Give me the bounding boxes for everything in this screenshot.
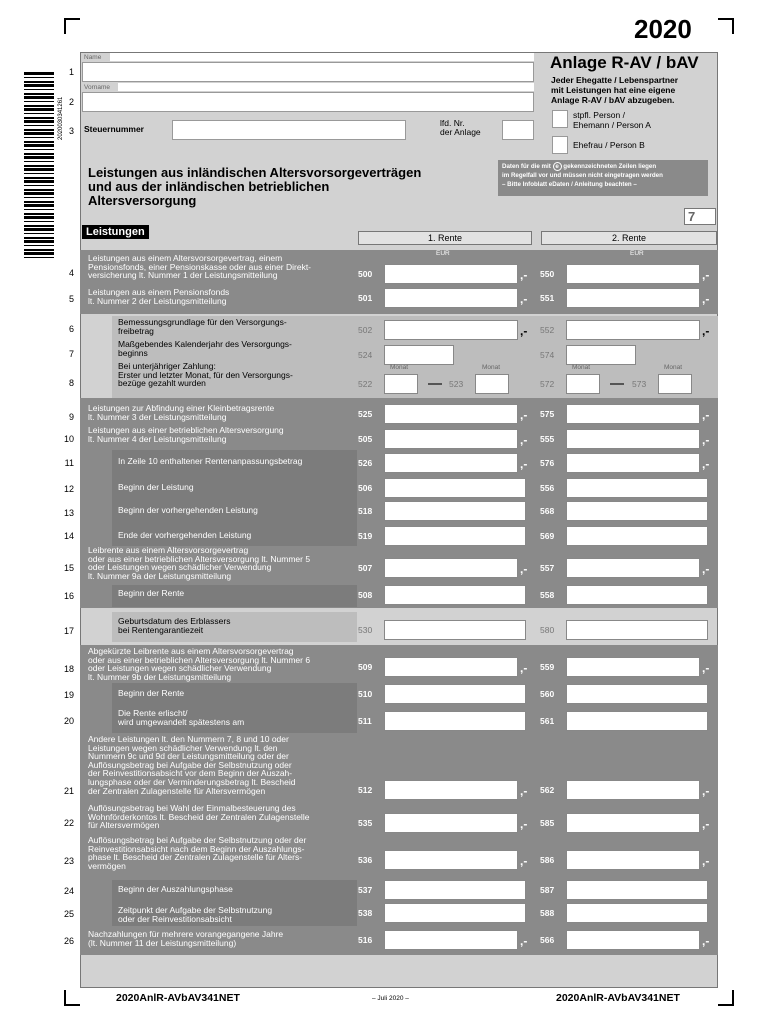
person-b-checkbox[interactable]	[552, 136, 568, 154]
cents-dash-1: ,-	[520, 292, 528, 306]
field-code-2: 552	[540, 325, 555, 335]
row-label-line: Nummern 9c und 9d der Leistungsmitteilung oder der	[88, 751, 289, 762]
line-number: 21	[63, 786, 74, 796]
field-code-1: 510	[358, 689, 373, 699]
field-code-1: 536	[358, 855, 373, 865]
row-label	[88, 930, 358, 947]
column-header-1: 1. Rente	[358, 231, 532, 245]
amount-input-1[interactable]	[384, 558, 518, 578]
field-code-2: 556	[540, 483, 555, 493]
row-label	[118, 318, 388, 335]
row-label-line: lt. Nummer 4 der Leistungsmitteilung	[88, 433, 227, 444]
amount-input-2[interactable]	[566, 478, 708, 498]
page-number-box	[684, 208, 716, 225]
amount-input-2[interactable]	[566, 903, 708, 923]
row-label-line: beginns	[118, 347, 148, 358]
form-title: Anlage R-AV / bAV	[550, 53, 699, 72]
field-code-1: 516	[358, 935, 373, 945]
row-label-line: bezüge gezahlt wurden	[118, 378, 206, 389]
field-code-2b: 573	[632, 379, 647, 389]
amount-input-2[interactable]	[566, 320, 700, 340]
form-year: 2020	[634, 14, 692, 44]
row-label-line: Beginn der Rente	[118, 688, 185, 698]
field-code-1: 509	[358, 662, 373, 672]
row-label-line: Bemessungsgrundlage für den Versorgungs-	[118, 317, 287, 327]
row-label	[118, 531, 388, 540]
field-code-1: 501	[358, 293, 373, 303]
cents-dash-1: ,-	[520, 661, 528, 675]
row-label-line: In Zeile 10 enthaltener Rentenanpassungsbetrag	[118, 456, 303, 466]
edaten-icon: e	[718, 457, 731, 470]
amount-input-1[interactable]	[384, 429, 518, 449]
amount-input-2[interactable]	[566, 264, 700, 284]
row-label	[88, 288, 358, 305]
amount-input-1[interactable]	[384, 585, 526, 605]
amount-input-1[interactable]	[384, 404, 518, 424]
vorname-field-top[interactable]	[118, 83, 534, 91]
row-label-line: Reinvestitionsabsicht nach dem Beginn der Auszahlungs-	[88, 843, 305, 854]
edaten-note	[498, 160, 708, 196]
field-code-2: 585	[540, 818, 555, 828]
field-code-1: 525	[358, 409, 373, 419]
corner-mark-top-left	[64, 18, 80, 34]
row-label-line: oder Leistungen wegen schädlicher Verwendung	[88, 663, 272, 674]
line-number: 2	[68, 97, 74, 107]
field-code-1: 511	[358, 716, 372, 726]
footer-left: 2020AnlR-AVbAV341NET	[116, 992, 240, 1004]
month-end-2[interactable]	[658, 374, 692, 394]
row-label-line: Pensionsfonds, einer Pensionskasse oder aus einer Direkt-	[88, 261, 312, 272]
person-a-label-2: Ehemann / Person A	[573, 120, 651, 130]
corner-mark-top-right	[718, 18, 734, 34]
field-code-1: 538	[358, 908, 373, 918]
field-code-1: 518	[358, 506, 373, 516]
line-number: 6	[68, 324, 74, 334]
row-label-line: Beginn der Auszahlungsphase	[118, 884, 233, 894]
row-label-line: lt. Nummer 9b der Leistungsmitteilung	[88, 671, 232, 682]
row-label	[118, 617, 388, 634]
subtitle-line-3: Anlage R-AV / bAV abzugeben.	[551, 95, 675, 105]
row-label-line: oder aus einer betrieblichen Altersversorgung lt. Nummer 6	[88, 654, 311, 665]
edaten-icon: e	[718, 934, 731, 947]
row-label	[88, 647, 358, 681]
page-number: 7	[688, 209, 696, 224]
amount-input-2[interactable]	[566, 684, 708, 704]
cents-dash-1: ,-	[520, 784, 528, 798]
field-code-2: 559	[540, 662, 555, 672]
amount-input-2[interactable]	[566, 850, 700, 870]
row-label-line: phase lt. Bescheid der Zentralen Zulagenstelle für Alters-	[88, 852, 303, 863]
person-a-label-1: stpfl. Person /	[573, 110, 625, 120]
line-number: 17	[63, 626, 74, 636]
line-number: 5	[68, 294, 74, 304]
corner-mark-bottom-left	[64, 990, 80, 1006]
amount-input-1[interactable]	[384, 780, 518, 800]
line-number: 8	[68, 378, 74, 388]
row-label-line: Leistungen wegen schädlicher Verwendung lt. den	[88, 742, 278, 753]
cents-dash-1: ,-	[520, 457, 528, 471]
note-line-3: – Bitte Infoblatt eDaten / Anleitung beachten –	[502, 181, 637, 188]
amount-input-2[interactable]	[566, 813, 700, 833]
month-end-1[interactable]	[475, 374, 509, 394]
line-number: 1	[68, 67, 74, 77]
row-label-line: Die Rente erlischt/	[118, 708, 188, 718]
line-number: 12	[63, 484, 74, 494]
edaten-icon: e	[718, 530, 731, 543]
main-title	[88, 166, 421, 208]
line-number: 13	[63, 508, 74, 518]
subtitle-line-1: Jeder Ehegatte / Lebenspartner	[551, 75, 679, 85]
amount-input-1[interactable]	[384, 930, 518, 950]
edaten-icon: e	[718, 661, 731, 674]
edaten-icon: e	[718, 433, 731, 446]
monat-label: Monat	[482, 364, 501, 371]
line-number: 15	[63, 563, 74, 573]
edaten-icon: e	[718, 854, 731, 867]
field-code-2: 560	[540, 689, 555, 699]
row-label-line: Andere Leistungen lt. den Nummern 7, 8 und 10 oder	[88, 734, 289, 744]
line-number: 24	[63, 886, 74, 896]
barcode	[24, 72, 54, 258]
row-label-line: Maßgebendes Kalenderjahr des Versorgungs-	[118, 339, 292, 349]
footer-right: 2020AnlR-AVbAV341NET	[556, 992, 680, 1004]
field-code-2: 576	[540, 458, 555, 468]
amount-input-2[interactable]	[566, 429, 700, 449]
amount-input-1[interactable]	[384, 880, 526, 900]
row-label	[88, 404, 358, 421]
row-label	[118, 506, 388, 515]
row-label-line: Leistungen aus einer betrieblichen Altersversorgung	[88, 425, 284, 435]
amount-input-2[interactable]	[566, 585, 708, 605]
field-code-1: 508	[358, 590, 373, 600]
row-label-line: Geburtsdatum des Erblassers	[118, 616, 231, 626]
amount-input-1[interactable]	[384, 526, 526, 546]
month-dash	[428, 383, 442, 385]
amount-input-1[interactable]	[384, 288, 518, 308]
subtitle-line-2: mit Leistungen hat eine eigene	[551, 85, 676, 95]
amount-input-2[interactable]	[566, 657, 700, 677]
cents-dash-2: ,-	[702, 433, 710, 447]
edaten-icon: e	[718, 505, 731, 518]
monat-label: Monat	[572, 364, 591, 371]
row-label-line: bei Rentengarantiezeit	[118, 624, 204, 635]
lfd-nr-label-1: lfd. Nr.	[440, 118, 465, 128]
field-code-2: 575	[540, 409, 555, 419]
cents-dash-2: ,-	[702, 817, 710, 831]
row-label	[88, 254, 358, 280]
row-label	[118, 709, 388, 726]
amount-input-1[interactable]	[384, 478, 526, 498]
person-a-label	[573, 110, 651, 130]
field-code-2: 569	[540, 531, 555, 541]
edaten-icon: e	[718, 268, 731, 281]
row-label	[118, 362, 388, 388]
row-label-line: wird umgewandelt spätestens am	[118, 716, 245, 727]
note-line-1: Daten für die mit	[502, 163, 551, 170]
field-code-2: 562	[540, 785, 555, 795]
steuernummer-field[interactable]	[172, 120, 406, 140]
field-code-2: 557	[540, 563, 555, 573]
line-number: 25	[63, 909, 74, 919]
cents-dash-1: ,-	[520, 433, 528, 447]
line-number: 3	[68, 126, 74, 136]
cents-dash-2: ,-	[702, 457, 710, 471]
row-label	[118, 906, 388, 923]
footer-center: – Juli 2020 –	[372, 995, 409, 1002]
cents-dash-1: ,-	[520, 324, 528, 338]
name-label: Name	[84, 54, 102, 61]
steuernummer-label: Steuernummer	[84, 124, 144, 134]
cents-dash-2: ,-	[702, 661, 710, 675]
row-label	[88, 836, 358, 870]
month-start-1[interactable]	[384, 374, 418, 394]
amount-input-1[interactable]	[384, 711, 526, 731]
amount-input-2[interactable]	[566, 526, 708, 546]
amount-input-1[interactable]	[384, 684, 526, 704]
row-label-line: oder der Reinvestitionsabsicht	[118, 913, 232, 924]
edaten-icon: e	[718, 907, 731, 920]
cents-dash-1: ,-	[520, 268, 528, 282]
field-code-2: 555	[540, 434, 555, 444]
row-label-line: Ende der vorhergehenden Leistung	[118, 530, 252, 540]
amount-input-1[interactable]	[384, 850, 518, 870]
line-number: 26	[63, 936, 74, 946]
row-label-line: Auflösungsbetrag bei Wahl der Einmalbesteuerung des	[88, 803, 296, 813]
field-code-1: 530	[358, 625, 373, 635]
amount-input-1[interactable]	[384, 501, 526, 521]
amount-input-2[interactable]	[566, 930, 700, 950]
row-label	[118, 457, 388, 466]
line-number: 19	[63, 690, 74, 700]
amount-input-1[interactable]	[384, 813, 518, 833]
row-label-line: oder aus einer betrieblichen Altersversorgung lt. Nummer 5	[88, 553, 311, 564]
row-label-line: vermögen	[88, 860, 126, 871]
amount-input-2[interactable]	[566, 620, 708, 640]
cents-dash-2: ,-	[702, 292, 710, 306]
amount-input-1[interactable]	[384, 453, 518, 473]
edaten-icon: e	[718, 589, 731, 602]
field-code-1: 537	[358, 885, 373, 895]
field-code-1: 500	[358, 269, 373, 279]
column-header-2: 2. Rente	[541, 231, 717, 245]
field-code-2: 561	[540, 716, 555, 726]
row-label	[118, 689, 388, 698]
row-label-line: für Altersvermögen	[88, 820, 160, 831]
field-code-2: 550	[540, 269, 555, 279]
field-code-2: 572	[540, 379, 555, 389]
row-label-line: lt. Nummer 2 der Leistungsmitteilung	[88, 295, 227, 306]
field-code-2: 587	[540, 885, 555, 895]
vorname-field[interactable]	[82, 92, 534, 112]
main-title-2: und aus der inländischen betrieblichen	[88, 179, 330, 194]
edaten-icon: e	[718, 562, 731, 575]
edaten-icon: e	[718, 482, 731, 495]
field-code-1: 505	[358, 434, 373, 444]
row-label-line: Nachzahlungen für mehrere vorangegangene Jahre	[88, 929, 284, 939]
row-label	[118, 589, 388, 598]
monat-label: Monat	[664, 364, 683, 371]
person-b-label: Ehefrau / Person B	[573, 140, 645, 150]
month-start-2[interactable]	[566, 374, 600, 394]
edaten-icon: e	[718, 884, 731, 897]
row-label-line: Leistungen aus einem Altersvorsorgevertrag, einem	[88, 253, 283, 263]
field-code-1: 524	[358, 350, 373, 360]
line-number: 18	[63, 664, 74, 674]
amount-input-2[interactable]	[566, 780, 700, 800]
amount-input-2[interactable]	[566, 501, 708, 521]
amount-input-1[interactable]	[384, 620, 526, 640]
cents-dash-2: ,-	[702, 934, 710, 948]
row-label-line: freibetrag	[118, 325, 154, 336]
row-label-line: lt. Nummer 9a der Leistungsmitteilung	[88, 570, 232, 581]
month-dash	[610, 383, 624, 385]
row-label-line: Leistungen aus einem Pensionsfonds	[88, 287, 230, 297]
field-code-1: 535	[358, 818, 373, 828]
edaten-icon: e	[718, 688, 731, 701]
cents-dash-2: ,-	[702, 408, 710, 422]
field-code-1: 526	[358, 458, 373, 468]
row-label-line: Wohnförderkontos lt. Bescheid der Zentralen Zulagenstelle	[88, 811, 310, 822]
eur-label-2: EUR	[630, 250, 644, 257]
row-label-line: der Zentralen Zulagenstelle für Altersvermögen	[88, 785, 266, 796]
row-label-line: Leibrente aus einem Altersvorsorgevertrag	[88, 545, 249, 555]
cents-dash-2: ,-	[702, 854, 710, 868]
row-label-line: lt. Nummer 3 der Leistungsmitteilung	[88, 411, 227, 422]
note-line-2: im Regelfall vor und müssen nicht eingetragen werden	[502, 172, 663, 179]
cents-dash-1: ,-	[520, 562, 528, 576]
row-label-line: lungsphase oder der Verminderungsbetrag lt. Bescheid	[88, 776, 296, 787]
amount-input-1[interactable]	[384, 657, 518, 677]
field-code-2: 588	[540, 908, 555, 918]
form-subtitle	[551, 75, 678, 105]
section-title: Leistungen	[82, 225, 149, 239]
cents-dash-2: ,-	[702, 324, 710, 338]
field-code-1: 502	[358, 325, 373, 335]
line-number: 11	[64, 458, 74, 468]
name-field-top[interactable]	[110, 53, 534, 61]
field-code-1: 506	[358, 483, 373, 493]
cents-dash-2: ,-	[702, 784, 710, 798]
row-label-line: Erster und letzter Monat, für den Versorgungs-	[118, 369, 293, 380]
cents-dash-1: ,-	[520, 854, 528, 868]
row-label	[88, 804, 358, 830]
amount-input-1[interactable]	[384, 320, 518, 340]
line-number: 4	[68, 268, 74, 278]
side-number: 2020030341261	[58, 96, 64, 140]
row-label-line: oder Leistungen wegen schädlicher Verwendung	[88, 562, 272, 573]
corner-mark-bottom-right	[718, 990, 734, 1006]
row-label-line: Leistungen zur Abfindung einer Kleinbetragsrente	[88, 403, 275, 413]
vorname-label: Vorname	[84, 84, 111, 91]
field-code-2: 566	[540, 935, 555, 945]
line-number: 14	[63, 531, 74, 541]
amount-input-2[interactable]	[566, 345, 636, 365]
row-label-line: Auflösungsbetrag bei Aufgabe der Selbstnutzung oder	[88, 759, 292, 770]
edaten-icon: e	[718, 784, 731, 797]
cents-dash-1: ,-	[520, 408, 528, 422]
person-a-checkbox[interactable]	[552, 110, 568, 128]
field-code-2: 574	[540, 350, 555, 360]
line-number: 9	[68, 412, 74, 422]
line-number: 7	[68, 349, 74, 359]
cents-dash-1: ,-	[520, 817, 528, 831]
amount-input-1[interactable]	[384, 264, 518, 284]
field-code-2: 551	[540, 293, 555, 303]
field-code-1: 507	[358, 563, 373, 573]
row-label-line: Beginn der vorhergehenden Leistung	[118, 505, 258, 515]
amount-input-1[interactable]	[384, 345, 454, 365]
row-label	[118, 340, 388, 357]
field-code-2: 586	[540, 855, 555, 865]
edaten-icon: e	[718, 715, 731, 728]
row-label-line: (lt. Nummer 11 der Leistungsmitteilung)	[88, 937, 237, 948]
line-number: 22	[63, 818, 74, 828]
amount-input-2[interactable]	[566, 558, 700, 578]
lfd-nr-label	[440, 119, 481, 137]
line-number: 10	[63, 434, 74, 444]
line-number: 20	[63, 716, 74, 726]
row-label-line: Auflösungsbetrag bei Aufgabe der Selbstnutzung oder der	[88, 835, 307, 845]
main-title-3: Altersversorgung	[88, 193, 197, 208]
field-code-1: 522	[358, 379, 373, 389]
row-label-line: der Reinvestitionsabsicht vor dem Beginn der Auszah-	[88, 768, 293, 779]
lfd-nr-field[interactable]	[502, 120, 534, 140]
eur-label-1: EUR	[436, 250, 450, 257]
row-label	[118, 483, 388, 492]
row-label-line: Beginn der Rente	[118, 588, 185, 598]
row-label	[88, 546, 358, 580]
line-number: 23	[63, 856, 74, 866]
row-label-line: Zeitpunkt der Aufgabe der Selbstnutzung	[118, 905, 273, 915]
cents-dash-1: ,-	[520, 934, 528, 948]
amount-input-2[interactable]	[566, 404, 700, 424]
row-label-line: Abgekürzte Leibrente aus einem Altersvorsorgevertrag	[88, 646, 294, 656]
cents-dash-2: ,-	[702, 562, 710, 576]
field-code-1: 512	[358, 785, 373, 795]
e-data-icon: e	[553, 162, 562, 171]
field-code-1: 519	[358, 531, 373, 541]
row-label-line: Bei unterjähriger Zahlung:	[118, 361, 216, 371]
name-field[interactable]	[82, 62, 534, 82]
field-code-1b: 523	[449, 379, 464, 389]
lfd-nr-label-2: der Anlage	[440, 127, 481, 137]
main-title-1: Leistungen aus inländischen Altersvorsorgeverträgen	[88, 165, 422, 180]
cents-dash-2: ,-	[702, 268, 710, 282]
amount-input-1[interactable]	[384, 903, 526, 923]
row-label	[88, 735, 358, 795]
amount-input-2[interactable]	[566, 711, 708, 731]
note-line-1b: gekennzeichneten Zeilen liegen	[563, 163, 657, 170]
edaten-icon: e	[718, 408, 731, 421]
row-label	[118, 885, 388, 894]
amount-input-2[interactable]	[566, 288, 700, 308]
amount-input-2[interactable]	[566, 453, 700, 473]
field-code-2: 568	[540, 506, 555, 516]
row-label-line: versicherung lt. Nummer 1 der Leistungsmitteilung	[88, 270, 278, 281]
row-label	[88, 426, 358, 443]
row-label-line: Beginn der Leistung	[118, 482, 194, 492]
amount-input-2[interactable]	[566, 880, 708, 900]
line-number: 16	[63, 591, 74, 601]
edaten-icon: e	[718, 292, 731, 305]
edaten-icon: e	[718, 817, 731, 830]
field-code-2: 558	[540, 590, 555, 600]
monat-label: Monat	[390, 364, 409, 371]
field-code-2: 580	[540, 625, 555, 635]
